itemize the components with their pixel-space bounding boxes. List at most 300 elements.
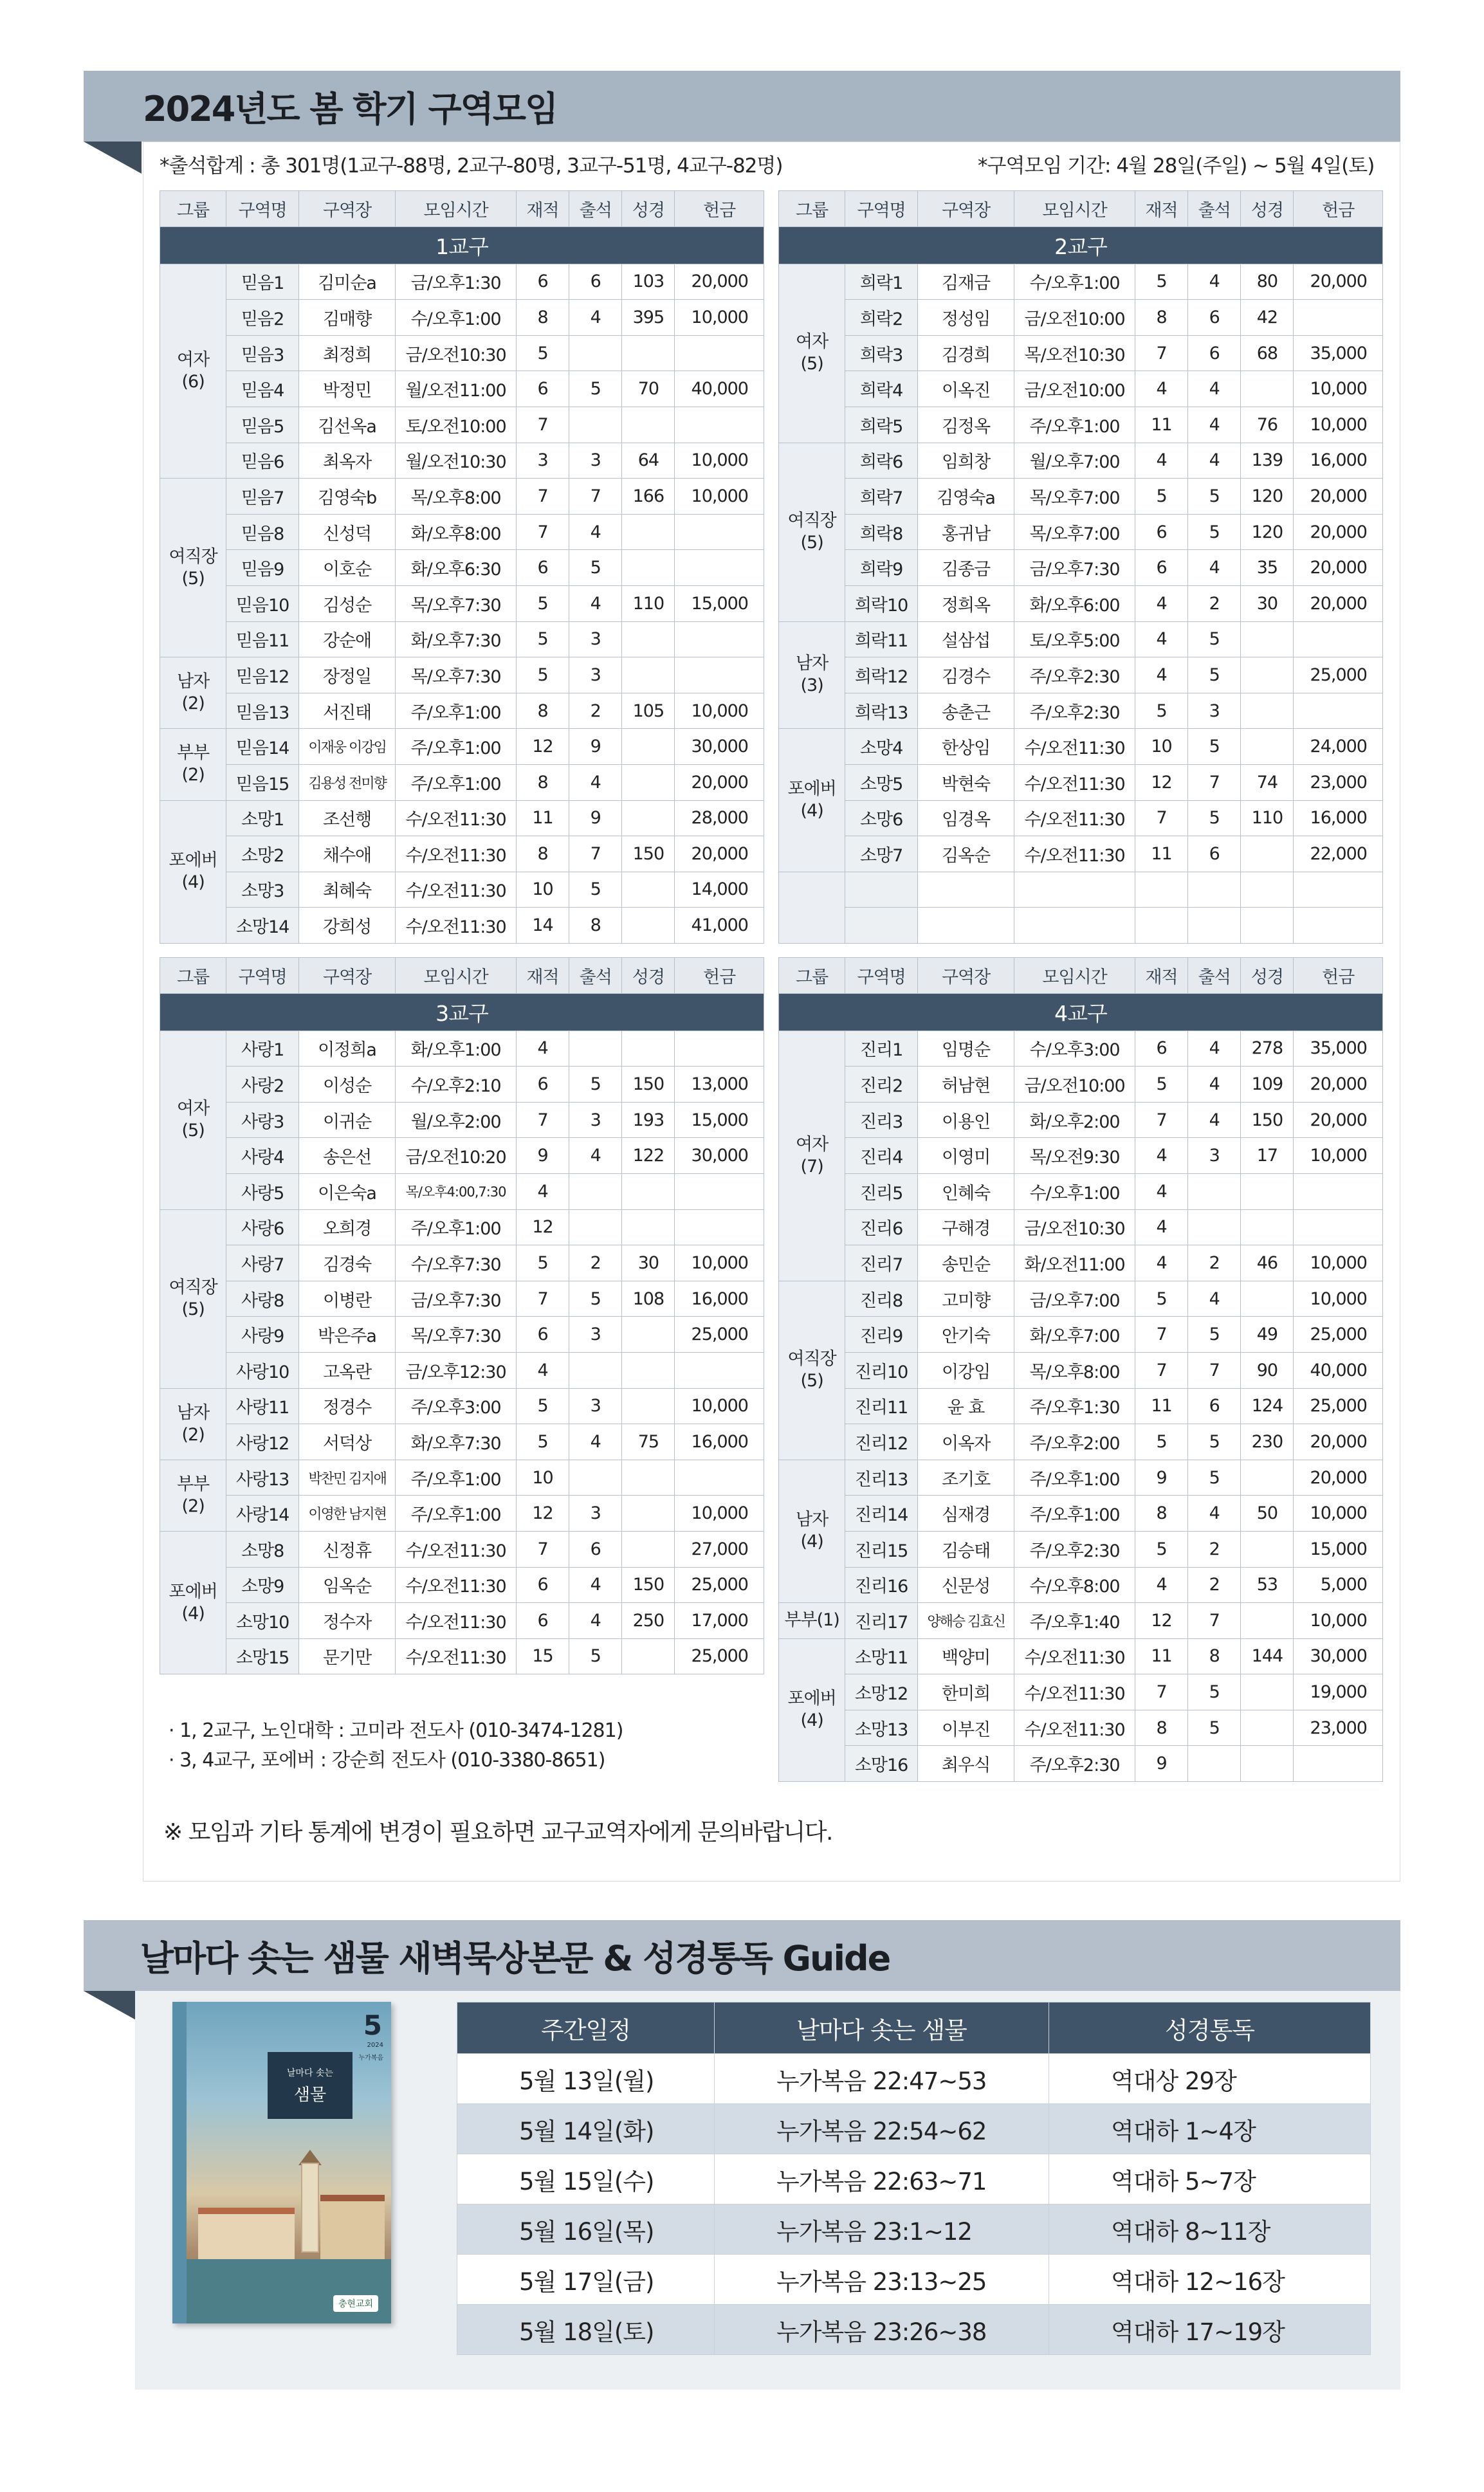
district-name: 진리9 [845, 1317, 918, 1353]
column-header: 구역명 [845, 958, 918, 994]
enrolled-count: 5 [516, 335, 569, 371]
meeting-time: 주/오후2:30 [1014, 1531, 1135, 1567]
column-header: 헌금 [675, 958, 764, 994]
bible-reading-plan: 역대하 5~7장 [1049, 2154, 1371, 2204]
column-header: 헌금 [675, 191, 764, 227]
attendance-count: 5 [1188, 514, 1241, 550]
roster-table-zone4 [778, 957, 1383, 1782]
devotional-passage: 누가복음 23:13~25 [715, 2255, 1049, 2305]
group-label: 부부 (2) [160, 1460, 226, 1531]
column-header: 구역장 [298, 958, 395, 994]
meeting-time: 주/오후1:00 [396, 1460, 517, 1496]
leader-name: 구해경 [917, 1209, 1014, 1245]
bible-reading: 150 [622, 1067, 675, 1103]
enrolled-count: 4 [1135, 1173, 1187, 1209]
enrolled-count: 10 [516, 872, 569, 908]
bible-reading [1241, 657, 1294, 693]
meeting-time: 금/오후7:30 [1014, 550, 1135, 586]
district-name: 소망11 [845, 1638, 918, 1674]
offering-amount: 20,000 [1294, 514, 1383, 550]
bible-reading: 150 [1241, 1102, 1294, 1138]
enrolled-count: 12 [516, 1496, 569, 1532]
offering-amount [1294, 1746, 1383, 1782]
district-name: 믿음15 [226, 764, 299, 800]
table-row [160, 264, 764, 300]
guide-title: 날마다 솟는 샘물 새벽묵상본문 & 성경통독 Guide [140, 1938, 890, 1979]
bible-reading: 124 [1241, 1388, 1294, 1424]
district-name: 소망12 [845, 1674, 918, 1710]
offering-amount: 20,000 [675, 264, 764, 300]
enrolled-count: 6 [516, 1317, 569, 1353]
column-header: 재적 [516, 191, 569, 227]
enrolled-count: 5 [1135, 693, 1187, 729]
leader-name: 한상임 [917, 729, 1014, 765]
offering-amount: 20,000 [1294, 550, 1383, 586]
enrolled-count: 4 [1135, 1209, 1187, 1245]
leader-name: 최혜숙 [298, 872, 395, 908]
enrolled-count: 4 [1135, 657, 1187, 693]
contact-note: · 3, 4교구, 포에버 : 강순희 전도사 (010-3380-8651) [169, 1749, 605, 1772]
offering-amount: 10,000 [1294, 1281, 1383, 1317]
district-name: 진리1 [845, 1031, 918, 1067]
offering-amount: 20,000 [1294, 479, 1383, 515]
leader-name: 채수애 [298, 836, 395, 872]
enrolled-count: 7 [516, 479, 569, 515]
attendance-count: 4 [569, 1567, 622, 1603]
attendance-count: 3 [569, 657, 622, 693]
enrolled-count: 6 [516, 1603, 569, 1639]
bible-reading: 35 [1241, 550, 1294, 586]
meeting-time: 금/오전10:30 [396, 335, 517, 371]
district-name: 믿음5 [226, 407, 299, 443]
offering-amount: 10,000 [1294, 371, 1383, 407]
attendance-count: 9 [569, 800, 622, 836]
attendance-count: 5 [569, 550, 622, 586]
table-row [160, 800, 764, 836]
guide-row [457, 2154, 1371, 2204]
meeting-time: 금/오전10:30 [1014, 1209, 1135, 1245]
bible-reading: 193 [622, 1102, 675, 1138]
district-name: 진리12 [845, 1424, 918, 1460]
district-name: 소망3 [226, 872, 299, 908]
bible-reading: 42 [1241, 300, 1294, 336]
bible-reading [1241, 836, 1294, 872]
guide-column-header: 성경통독 [1049, 2002, 1371, 2054]
table-row [160, 1388, 764, 1424]
meeting-time: 수/오후3:00 [1014, 1031, 1135, 1067]
bible-reading-plan: 역대하 1~4장 [1049, 2104, 1371, 2154]
table-row [160, 1531, 764, 1567]
offering-amount: 17,000 [675, 1603, 764, 1639]
offering-amount: 10,000 [675, 479, 764, 515]
district-name: 소망9 [226, 1567, 299, 1603]
offering-amount: 10,000 [1294, 1496, 1383, 1532]
band-fold [84, 142, 142, 174]
district-name: 소망10 [226, 1603, 299, 1639]
offering-amount [675, 407, 764, 443]
offering-amount: 20,000 [1294, 585, 1383, 621]
zone-row [160, 993, 764, 1031]
offering-amount: 10,000 [675, 1496, 764, 1532]
leader-name: 이영미 [917, 1138, 1014, 1174]
leader-name: 조선행 [298, 800, 395, 836]
group-label [779, 872, 845, 943]
offering-amount: 20,000 [675, 836, 764, 872]
table-row [160, 1067, 764, 1103]
district-name: 진리5 [845, 1173, 918, 1209]
district-name: 희락6 [845, 443, 918, 479]
leader-name: 인혜숙 [917, 1173, 1014, 1209]
column-header: 재적 [1135, 958, 1187, 994]
meeting-time: 수/오전11:30 [396, 836, 517, 872]
offering-amount [675, 514, 764, 550]
column-header: 헌금 [1294, 958, 1383, 994]
leader-name: 이부진 [917, 1710, 1014, 1746]
column-header: 모임시간 [396, 958, 517, 994]
offering-amount: 14,000 [675, 872, 764, 908]
district-name: 소망15 [226, 1638, 299, 1674]
enrolled-count: 9 [516, 1138, 569, 1174]
attendance-count: 4 [569, 1138, 622, 1174]
leader-name: 이영한 남지현 [298, 1496, 395, 1532]
attendance-count: 6 [1188, 1388, 1241, 1424]
district-name: 사랑11 [226, 1388, 299, 1424]
attendance-count: 5 [569, 872, 622, 908]
leader-name: 김승태 [917, 1531, 1014, 1567]
table-row [779, 371, 1383, 407]
contact-note: · 1, 2교구, 노인대학 : 고미라 전도사 (010-3474-1281) [169, 1719, 623, 1742]
meeting-time: 월/오전11:00 [396, 371, 517, 407]
meeting-time: 수/오후1:00 [1014, 1173, 1135, 1209]
table-row [779, 1638, 1383, 1674]
attendance-count: 4 [569, 1603, 622, 1639]
bible-reading: 122 [622, 1138, 675, 1174]
table-row [160, 693, 764, 729]
meeting-time: 화/오후2:00 [1014, 1102, 1135, 1138]
attendance-count: 4 [569, 300, 622, 336]
attendance-count: 5 [1188, 657, 1241, 693]
attendance-count: 5 [1188, 1710, 1241, 1746]
district-name: 진리17 [845, 1603, 918, 1639]
meeting-time: 주/오후2:00 [1014, 1424, 1135, 1460]
offering-amount [675, 1031, 764, 1067]
table-row [160, 1281, 764, 1317]
enrolled-count: 8 [516, 300, 569, 336]
district-name: 진리10 [845, 1352, 918, 1388]
table-row [779, 335, 1383, 371]
schedule-date: 5월 14일(화) [457, 2104, 715, 2154]
attendance-count: 5 [1188, 1424, 1241, 1460]
enrolled-count [1135, 872, 1187, 908]
group-label: 여직장 (5) [160, 1209, 226, 1388]
attendance-count: 3 [1188, 693, 1241, 729]
offering-amount: 35,000 [1294, 1031, 1383, 1067]
table-row [160, 335, 764, 371]
zone-row [779, 993, 1383, 1031]
guide-row [457, 2104, 1371, 2154]
bible-reading [622, 908, 675, 944]
district-name: 희락8 [845, 514, 918, 550]
attendance-count: 5 [1188, 1674, 1241, 1710]
attendance-count: 4 [1188, 1067, 1241, 1103]
district-name: 희락11 [845, 621, 918, 657]
offering-amount: 25,000 [1294, 1388, 1383, 1424]
meeting-time: 금/오후7:30 [396, 1281, 517, 1317]
table-row [160, 764, 764, 800]
leader-name: 임명순 [917, 1031, 1014, 1067]
table-row [160, 1317, 764, 1353]
enrolled-count: 8 [1135, 300, 1187, 336]
offering-amount: 16,000 [1294, 800, 1383, 836]
attendance-count: 6 [1188, 300, 1241, 336]
table-row [779, 407, 1383, 443]
enrolled-count: 4 [516, 1173, 569, 1209]
attendance-count: 2 [1188, 1567, 1241, 1603]
table-row [779, 1352, 1383, 1388]
table-row [779, 1496, 1383, 1532]
attendance-count [1188, 1209, 1241, 1245]
leader-name: 김영숙a [917, 479, 1014, 515]
bible-reading [1241, 1674, 1294, 1710]
district-name: 소망14 [226, 908, 299, 944]
offering-amount: 28,000 [675, 800, 764, 836]
table-row [779, 1281, 1383, 1317]
guide-row [457, 2204, 1371, 2255]
attendance-count: 4 [1188, 1031, 1241, 1067]
devotional-passage: 누가복음 22:47~53 [715, 2054, 1049, 2104]
attendance-count: 5 [1188, 621, 1241, 657]
roster-header [779, 958, 1383, 1031]
enrolled-count: 11 [1135, 1638, 1187, 1674]
offering-amount: 20,000 [1294, 1067, 1383, 1103]
leader-name: 임희창 [917, 443, 1014, 479]
leader-name: 문기만 [298, 1638, 395, 1674]
schedule-date: 5월 17일(금) [457, 2255, 715, 2305]
enrolled-count: 6 [1135, 514, 1187, 550]
bible-reading-plan: 역대하 12~16장 [1049, 2255, 1371, 2305]
table-row [160, 836, 764, 872]
zone-row [160, 226, 764, 264]
meeting-time: 금/오후12:30 [396, 1352, 517, 1388]
offering-amount: 15,000 [675, 1102, 764, 1138]
building [320, 2195, 385, 2259]
bible-reading: 76 [1241, 407, 1294, 443]
bible-reading: 90 [1241, 1352, 1294, 1388]
district-name: 믿음4 [226, 371, 299, 407]
meeting-time: 수/오전11:30 [396, 1531, 517, 1567]
table-row [779, 1173, 1383, 1209]
attendance-count: 7 [569, 836, 622, 872]
table-row [779, 1710, 1383, 1746]
meeting-time: 수/오전11:30 [396, 1567, 517, 1603]
enrolled-count: 5 [516, 1388, 569, 1424]
district-name: 소망6 [845, 800, 918, 836]
leader-name: 강순애 [298, 621, 395, 657]
group-label: 여자 (5) [779, 264, 845, 443]
meeting-time: 주/오후1:00 [1014, 1460, 1135, 1496]
district-name: 소망8 [226, 1531, 299, 1567]
table-row [160, 550, 764, 586]
attendance-count: 4 [1188, 443, 1241, 479]
group-label: 포에버 (4) [779, 1638, 845, 1781]
leader-name: 김경숙 [298, 1245, 395, 1281]
bible-reading [1241, 1173, 1294, 1209]
meeting-time: 화/오전11:00 [1014, 1245, 1135, 1281]
zone-name: 2교구 [779, 226, 1383, 264]
table-row [160, 407, 764, 443]
table-row [779, 1460, 1383, 1496]
enrolled-count: 4 [1135, 585, 1187, 621]
leader-name: 김미순a [298, 264, 395, 300]
group-label: 남자 (4) [779, 1460, 845, 1602]
attendance-count: 4 [1188, 550, 1241, 586]
leader-name: 윤 효 [917, 1388, 1014, 1424]
district-name: 믿음10 [226, 585, 299, 621]
enrolled-count: 7 [516, 1281, 569, 1317]
enrolled-count: 4 [1135, 371, 1187, 407]
enrolled-count: 8 [516, 836, 569, 872]
enrolled-count: 11 [1135, 407, 1187, 443]
column-header: 성경 [1241, 191, 1294, 227]
bible-reading-plan: 역대상 29장 [1049, 2054, 1371, 2104]
bible-reading [622, 764, 675, 800]
leader-name [917, 872, 1014, 908]
offering-amount: 35,000 [1294, 335, 1383, 371]
bible-reading: 30 [1241, 585, 1294, 621]
book-title-box [268, 2052, 353, 2119]
leader-name: 이병란 [298, 1281, 395, 1317]
leader-name: 송춘근 [917, 693, 1014, 729]
offering-amount: 20,000 [675, 764, 764, 800]
group-label: 포에버 (4) [160, 800, 226, 943]
leader-name: 한미희 [917, 1674, 1014, 1710]
offering-amount [675, 335, 764, 371]
guide-header-row [457, 2002, 1371, 2054]
table-row [779, 764, 1383, 800]
district-name: 소망4 [845, 729, 918, 765]
zone-name: 3교구 [160, 993, 764, 1031]
meeting-time: 주/오후2:30 [1014, 1746, 1135, 1782]
attendance-count: 5 [1188, 800, 1241, 836]
district-name: 소망13 [845, 1710, 918, 1746]
leader-name: 이강임 [917, 1352, 1014, 1388]
offering-amount: 25,000 [1294, 1317, 1383, 1353]
bible-reading [622, 1173, 675, 1209]
meeting-time: 월/오전10:30 [396, 443, 517, 479]
attendance-count: 4 [569, 764, 622, 800]
offering-amount: 41,000 [675, 908, 764, 944]
section-title-band [84, 71, 1400, 142]
bible-reading: 50 [1241, 1496, 1294, 1532]
district-name: 소망5 [845, 764, 918, 800]
offering-amount: 20,000 [1294, 264, 1383, 300]
attendance-count: 2 [1188, 585, 1241, 621]
devotional-passage: 누가복음 23:1~12 [715, 2204, 1049, 2255]
district-name: 소망16 [845, 1746, 918, 1782]
district-name: 사랑8 [226, 1281, 299, 1317]
district-name: 믿음11 [226, 621, 299, 657]
offering-amount: 20,000 [1294, 1424, 1383, 1460]
table-row [779, 1531, 1383, 1567]
roster-table-zone2 [778, 190, 1383, 944]
group-label: 부부(1) [779, 1603, 845, 1639]
leader-name: 고미향 [917, 1281, 1014, 1317]
group-label: 여직장 (5) [779, 1281, 845, 1460]
enrolled-count: 6 [516, 264, 569, 300]
column-header: 그룹 [779, 191, 845, 227]
leader-name: 김선옥a [298, 407, 395, 443]
section-title: 2024년도 봄 학기 구역모임 [143, 88, 558, 129]
table-row [160, 1173, 764, 1209]
attendance-count: 7 [1188, 1352, 1241, 1388]
table-row [160, 908, 764, 944]
leader-name: 이성순 [298, 1067, 395, 1103]
bible-reading [622, 550, 675, 586]
bible-reading [622, 800, 675, 836]
attendance-count: 3 [569, 1317, 622, 1353]
band-fold [84, 1991, 142, 2023]
enrolled-count: 7 [516, 407, 569, 443]
book-month: 5 [363, 2010, 382, 2041]
leader-name: 심재경 [917, 1496, 1014, 1532]
meeting-time: 목/오전10:30 [1014, 335, 1135, 371]
leader-name: 김옥순 [917, 836, 1014, 872]
table-row [160, 1603, 764, 1639]
leader-name: 신성덕 [298, 514, 395, 550]
attendance-count: 4 [569, 1424, 622, 1460]
column-header: 출석 [569, 191, 622, 227]
leader-name: 최정희 [298, 335, 395, 371]
meeting-time: 수/오전11:30 [396, 1638, 517, 1674]
bible-reading: 108 [622, 1281, 675, 1317]
meeting-time: 수/오후1:00 [396, 300, 517, 336]
district-name: 진리8 [845, 1281, 918, 1317]
offering-amount: 10,000 [675, 1245, 764, 1281]
table-row [779, 1746, 1383, 1782]
book-title-big: 샘물 [293, 2085, 327, 2105]
attendance-count: 6 [1188, 335, 1241, 371]
enrolled-count: 7 [1135, 1352, 1187, 1388]
district-name: 희락4 [845, 371, 918, 407]
bible-reading [622, 621, 675, 657]
leader-name: 이귀순 [298, 1102, 395, 1138]
leader-name: 이은숙a [298, 1173, 395, 1209]
attendance-count [569, 1460, 622, 1496]
table-row [160, 1496, 764, 1532]
leader-name: 김정옥 [917, 407, 1014, 443]
column-header: 구역명 [226, 958, 299, 994]
column-header: 모임시간 [1014, 191, 1135, 227]
offering-amount [675, 1460, 764, 1496]
leader-name: 김경희 [917, 335, 1014, 371]
leader-name: 김매향 [298, 300, 395, 336]
meeting-time [1014, 872, 1135, 908]
offering-amount: 16,000 [675, 1281, 764, 1317]
attendance-count: 5 [569, 1638, 622, 1674]
leader-name: 정수자 [298, 1603, 395, 1639]
column-header: 모임시간 [396, 191, 517, 227]
offering-amount: 20,000 [1294, 1102, 1383, 1138]
district-name: 진리16 [845, 1567, 918, 1603]
offering-amount: 15,000 [1294, 1531, 1383, 1567]
bible-reading: 150 [622, 1567, 675, 1603]
meeting-time: 토/오전10:00 [396, 407, 517, 443]
guide-row [457, 2255, 1371, 2305]
bible-reading: 230 [1241, 1424, 1294, 1460]
table-row [779, 872, 1383, 908]
district-name: 진리15 [845, 1531, 918, 1567]
meeting-time: 목/오후7:30 [396, 1317, 517, 1353]
